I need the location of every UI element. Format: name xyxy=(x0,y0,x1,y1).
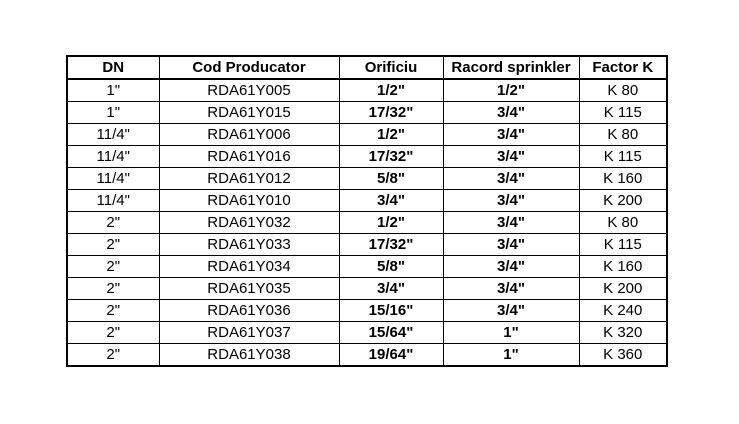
cell-factor-k: K 115 xyxy=(579,102,667,124)
cell-racord-sprinkler: 3/4" xyxy=(443,102,579,124)
cell-orificiu: 15/64" xyxy=(339,322,443,344)
cell-dn: 2" xyxy=(67,300,159,322)
table-row xyxy=(67,234,667,256)
header-orificiu: Orificiu xyxy=(339,56,443,79)
table-row xyxy=(67,146,667,168)
table-row xyxy=(67,278,667,300)
cell-dn: 11/4" xyxy=(67,124,159,146)
header-racord-sprinkler: Racord sprinkler xyxy=(443,56,579,79)
table-row xyxy=(67,190,667,212)
cell-factor-k: K 200 xyxy=(579,278,667,300)
table-row xyxy=(67,256,667,278)
cell-factor-k: K 80 xyxy=(579,124,667,146)
header-dn: DN xyxy=(67,56,159,79)
cell-cod-producator: RDA61Y038 xyxy=(159,344,339,367)
cell-cod-producator: RDA61Y035 xyxy=(159,278,339,300)
cell-dn: 2" xyxy=(67,212,159,234)
cell-cod-producator: RDA61Y033 xyxy=(159,234,339,256)
cell-racord-sprinkler: 1/2" xyxy=(443,79,579,102)
cell-factor-k: K 80 xyxy=(579,79,667,102)
product-table-container xyxy=(66,55,666,367)
cell-racord-sprinkler: 3/4" xyxy=(443,146,579,168)
cell-orificiu: 17/32" xyxy=(339,102,443,124)
cell-orificiu: 17/32" xyxy=(339,146,443,168)
cell-orificiu: 1/2" xyxy=(339,79,443,102)
table-row xyxy=(67,322,667,344)
cell-dn: 1" xyxy=(67,79,159,102)
cell-racord-sprinkler: 1" xyxy=(443,322,579,344)
cell-factor-k: K 80 xyxy=(579,212,667,234)
cell-factor-k: K 240 xyxy=(579,300,667,322)
cell-dn: 1" xyxy=(67,102,159,124)
cell-dn: 2" xyxy=(67,234,159,256)
cell-factor-k: K 320 xyxy=(579,322,667,344)
cell-factor-k: K 115 xyxy=(579,146,667,168)
table-row xyxy=(67,124,667,146)
cell-orificiu: 15/16" xyxy=(339,300,443,322)
cell-dn: 11/4" xyxy=(67,190,159,212)
cell-racord-sprinkler: 3/4" xyxy=(443,300,579,322)
cell-cod-producator: RDA61Y006 xyxy=(159,124,339,146)
cell-dn: 2" xyxy=(67,344,159,367)
cell-cod-producator: RDA61Y034 xyxy=(159,256,339,278)
cell-orificiu: 19/64" xyxy=(339,344,443,367)
cell-orificiu: 1/2" xyxy=(339,212,443,234)
cell-orificiu: 17/32" xyxy=(339,234,443,256)
table-row xyxy=(67,79,667,102)
cell-racord-sprinkler: 3/4" xyxy=(443,190,579,212)
cell-cod-producator: RDA61Y005 xyxy=(159,79,339,102)
cell-cod-producator: RDA61Y016 xyxy=(159,146,339,168)
table-body xyxy=(67,79,667,366)
table-row xyxy=(67,168,667,190)
cell-cod-producator: RDA61Y010 xyxy=(159,190,339,212)
table-row xyxy=(67,300,667,322)
cell-dn: 11/4" xyxy=(67,168,159,190)
table-row xyxy=(67,344,667,367)
cell-orificiu: 5/8" xyxy=(339,168,443,190)
cell-orificiu: 3/4" xyxy=(339,190,443,212)
header-cod-producator: Cod Producator xyxy=(159,56,339,79)
cell-racord-sprinkler: 3/4" xyxy=(443,124,579,146)
cell-dn: 11/4" xyxy=(67,146,159,168)
cell-racord-sprinkler: 1" xyxy=(443,344,579,367)
cell-factor-k: K 360 xyxy=(579,344,667,367)
cell-cod-producator: RDA61Y037 xyxy=(159,322,339,344)
cell-racord-sprinkler: 3/4" xyxy=(443,168,579,190)
cell-factor-k: K 160 xyxy=(579,256,667,278)
cell-orificiu: 1/2" xyxy=(339,124,443,146)
cell-racord-sprinkler: 3/4" xyxy=(443,234,579,256)
cell-racord-sprinkler: 3/4" xyxy=(443,256,579,278)
cell-cod-producator: RDA61Y012 xyxy=(159,168,339,190)
table-header-row xyxy=(67,56,667,79)
table-row xyxy=(67,102,667,124)
cell-cod-producator: RDA61Y015 xyxy=(159,102,339,124)
cell-cod-producator: RDA61Y032 xyxy=(159,212,339,234)
cell-orificiu: 5/8" xyxy=(339,256,443,278)
cell-racord-sprinkler: 3/4" xyxy=(443,278,579,300)
cell-orificiu: 3/4" xyxy=(339,278,443,300)
cell-factor-k: K 200 xyxy=(579,190,667,212)
cell-racord-sprinkler: 3/4" xyxy=(443,212,579,234)
cell-factor-k: K 115 xyxy=(579,234,667,256)
cell-dn: 2" xyxy=(67,256,159,278)
cell-factor-k: K 160 xyxy=(579,168,667,190)
cell-dn: 2" xyxy=(67,322,159,344)
header-factor-k: Factor K xyxy=(579,56,667,79)
sprinkler-product-table xyxy=(66,55,668,367)
cell-cod-producator: RDA61Y036 xyxy=(159,300,339,322)
table-row xyxy=(67,212,667,234)
cell-dn: 2" xyxy=(67,278,159,300)
